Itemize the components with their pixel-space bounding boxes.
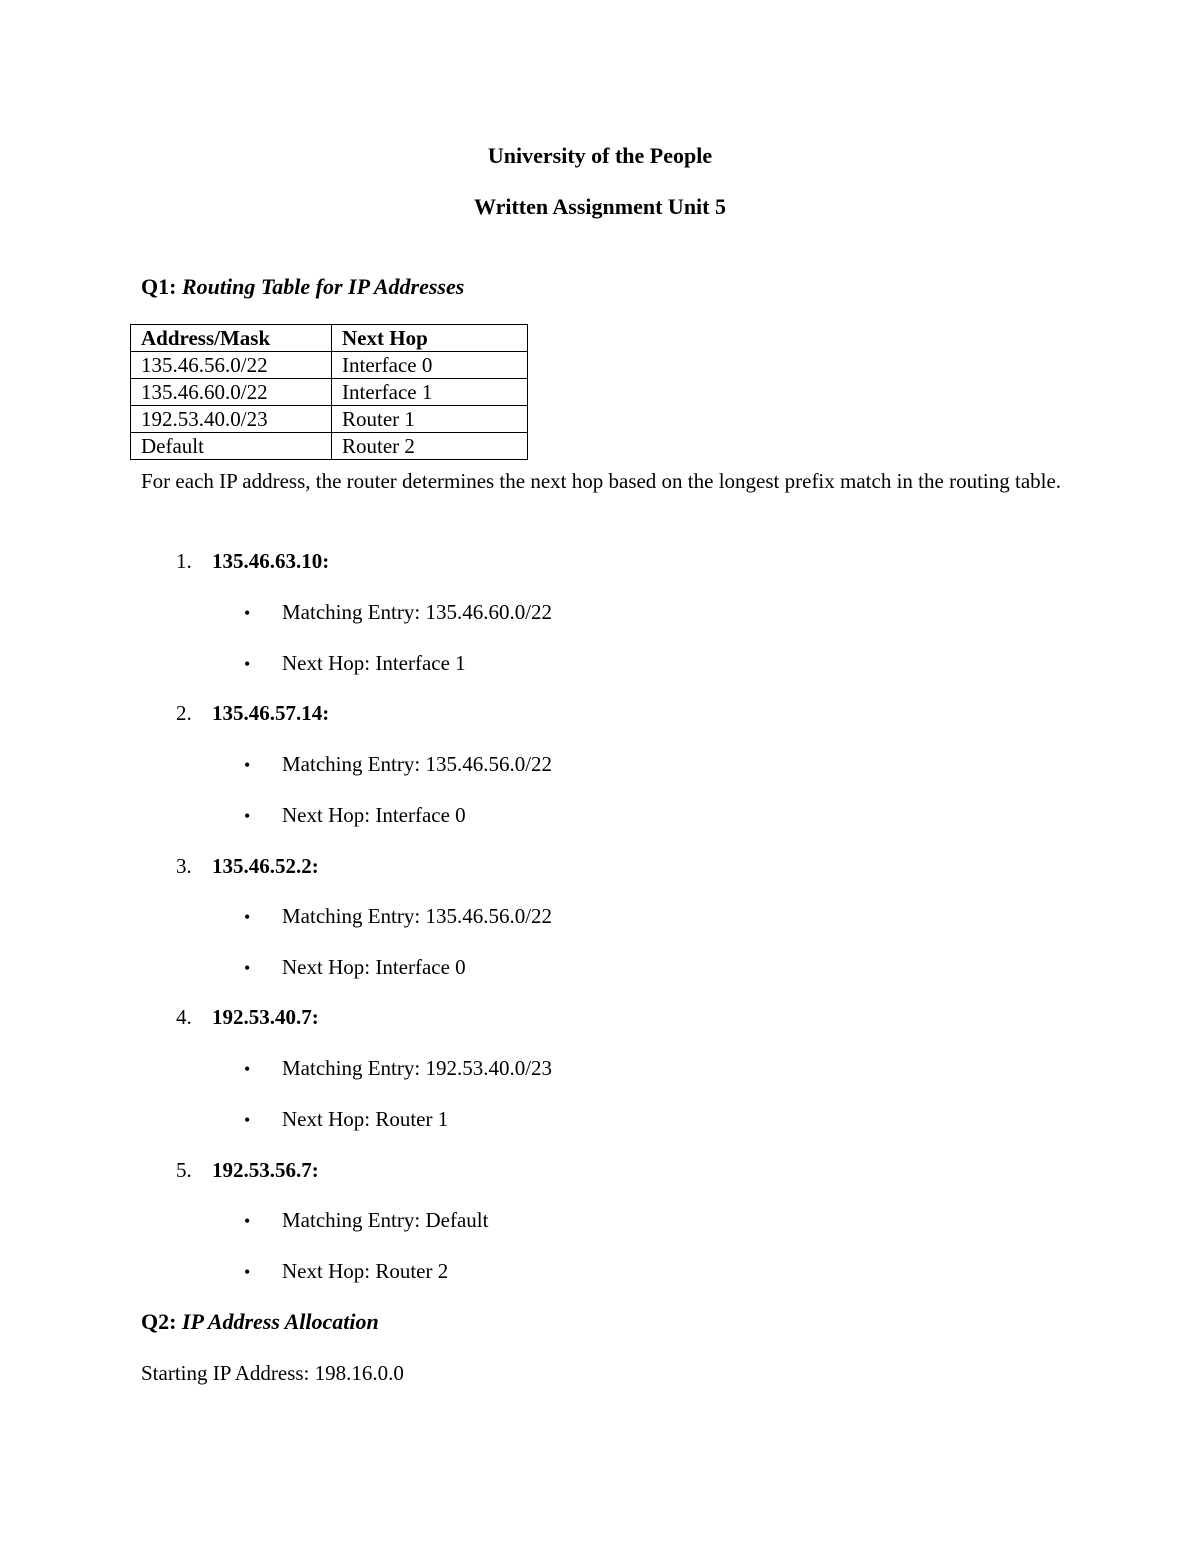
bullet-matching-entry	[244, 903, 552, 930]
bullet-icon: •	[244, 654, 251, 674]
ip-address: 192.53.56.7:	[212, 1158, 319, 1182]
q1-label: Q1:	[141, 274, 177, 299]
next-hop-text: Next Hop: Interface 0	[282, 955, 466, 979]
ip-address: 135.46.63.10:	[212, 549, 330, 573]
ip-address: 135.46.52.2:	[212, 854, 319, 878]
address-mask-cell: Default	[131, 433, 332, 460]
q2-heading	[141, 1309, 379, 1335]
address-mask-cell: 135.46.60.0/22	[131, 379, 332, 406]
matching-entry-text: Matching Entry: 192.53.40.0/23	[282, 1056, 553, 1080]
list-item-ip-4	[176, 1004, 319, 1030]
explanation-paragraph: For each IP address, the router determines the next hop based on the longest prefix match in the routing table.	[141, 469, 1062, 493]
bullet-next-hop	[244, 650, 466, 677]
address-mask-cell: 135.46.56.0/22	[131, 352, 332, 379]
next-hop-cell: Router 1	[332, 406, 528, 433]
list-number: 3.	[176, 854, 192, 878]
university-title: University of the People	[487, 143, 713, 168]
q1-heading	[141, 274, 464, 300]
bullet-icon: •	[244, 806, 251, 826]
list-item-ip-1	[176, 548, 329, 574]
starting-ip-address: Starting IP Address: 198.16.0.0	[141, 1361, 404, 1385]
bullet-next-hop	[244, 802, 466, 829]
table-row	[131, 352, 528, 379]
bullet-icon: •	[244, 1110, 251, 1130]
list-number: 5.	[176, 1158, 192, 1182]
matching-entry-text: Matching Entry: Default	[282, 1208, 489, 1232]
list-item-ip-2	[176, 700, 329, 726]
matching-entry-text: Matching Entry: 135.46.60.0/22	[282, 600, 553, 624]
bullet-matching-entry	[244, 599, 552, 626]
bullet-next-hop	[244, 1106, 448, 1133]
matching-entry-text: Matching Entry: 135.46.56.0/22	[282, 752, 553, 776]
next-hop-cell: Interface 0	[332, 352, 528, 379]
bullet-next-hop	[244, 954, 466, 981]
assignment-title: Written Assignment Unit 5	[474, 194, 726, 219]
list-number: 1.	[176, 549, 192, 573]
next-hop-text: Next Hop: Interface 0	[282, 803, 466, 827]
bullet-icon: •	[244, 603, 251, 623]
list-number: 2.	[176, 701, 192, 725]
bullet-icon: •	[244, 1262, 251, 1282]
ip-address: 135.46.57.14:	[212, 701, 330, 725]
next-hop-cell: Interface 1	[332, 379, 528, 406]
table-row	[131, 433, 528, 460]
header-address-mask: Address/Mask	[131, 325, 332, 352]
bullet-icon: •	[244, 958, 251, 978]
next-hop-text: Next Hop: Router 1	[282, 1107, 449, 1131]
list-item-ip-3	[176, 853, 319, 879]
address-mask-cell: 192.53.40.0/23	[131, 406, 332, 433]
q1-title: Routing Table for IP Addresses	[181, 274, 465, 299]
routing-table-header-row	[131, 325, 528, 352]
table-row	[131, 379, 528, 406]
bullet-matching-entry	[244, 1055, 552, 1082]
list-number: 4.	[176, 1005, 192, 1029]
q2-label: Q2:	[141, 1309, 177, 1334]
bullet-icon: •	[244, 907, 251, 927]
header-next-hop: Next Hop	[332, 325, 528, 352]
routing-table	[130, 324, 528, 460]
list-item-ip-5	[176, 1157, 319, 1183]
next-hop-text: Next Hop: Interface 1	[282, 651, 466, 675]
ip-address: 192.53.40.7:	[212, 1005, 319, 1029]
bullet-icon: •	[244, 1059, 251, 1079]
bullet-next-hop	[244, 1258, 448, 1285]
bullet-matching-entry	[244, 751, 552, 778]
bullet-matching-entry	[244, 1207, 488, 1234]
table-row	[131, 406, 528, 433]
q2-title: IP Address Allocation	[181, 1309, 379, 1334]
bullet-icon: •	[244, 755, 251, 775]
next-hop-cell: Router 2	[332, 433, 528, 460]
matching-entry-text: Matching Entry: 135.46.56.0/22	[282, 904, 553, 928]
bullet-icon: •	[244, 1211, 251, 1231]
next-hop-text: Next Hop: Router 2	[282, 1259, 449, 1283]
